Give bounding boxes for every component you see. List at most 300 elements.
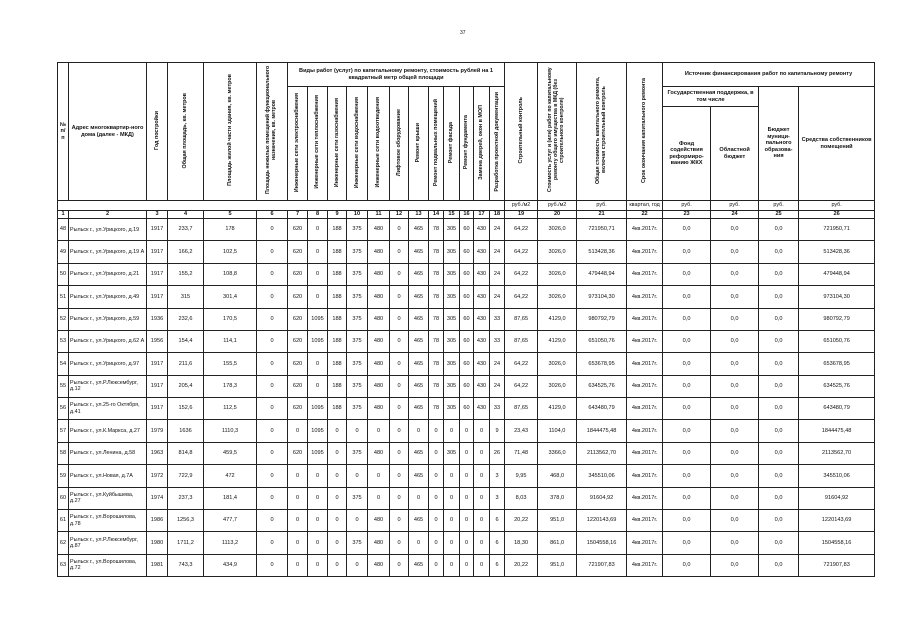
table-row xyxy=(58,286,875,308)
cell-construction-control: 64,22 xyxy=(505,286,538,308)
col-living-area: Площадь жилой части здания, кв. метров xyxy=(226,74,233,187)
cell-work-3: 0 xyxy=(328,465,347,487)
cell-municipal: 0,0 xyxy=(759,487,799,509)
cell-year: 1974 xyxy=(147,487,168,509)
table-row xyxy=(58,398,875,420)
col-work-9: Ремонт фасада xyxy=(448,121,455,163)
cell-work-3: 0 xyxy=(328,532,347,554)
cell-work-5: 480 xyxy=(368,509,390,531)
cell-work-2: 0 xyxy=(308,554,328,576)
cell-work-10: 0 xyxy=(460,465,474,487)
cell-completion: 4кв.2017г. xyxy=(627,398,663,420)
cell-total-area: 154,4 xyxy=(168,330,204,352)
cell-work-12: 33 xyxy=(490,330,505,352)
cell-total-area: 211,6 xyxy=(168,353,204,375)
cell-work-3: 188 xyxy=(328,241,347,263)
cell-total-cost: 634525,76 xyxy=(577,375,627,397)
cell-work-1: 620 xyxy=(288,241,308,263)
cell-fund: 0,0 xyxy=(663,375,711,397)
col-state-support: Государственная поддержка, в том числе xyxy=(663,87,759,107)
table-header xyxy=(58,63,875,219)
cell-work-11: 430 xyxy=(474,219,490,241)
cell-work-12: 3 xyxy=(490,487,505,509)
cell-work-3: 188 xyxy=(328,353,347,375)
cell-regional: 0,0 xyxy=(711,487,759,509)
cell-work-9: 305 xyxy=(444,219,460,241)
cell-work-11: 0 xyxy=(474,554,490,576)
cell-fund: 0,0 xyxy=(663,241,711,263)
cell-living-area: 114,1 xyxy=(204,330,257,352)
cell-work-7: 465 xyxy=(409,465,429,487)
cell-total-area: 315 xyxy=(168,286,204,308)
cell-regional: 0,0 xyxy=(711,509,759,531)
cell-living-area: 170,5 xyxy=(204,308,257,330)
cell-num: 56 xyxy=(58,398,69,420)
cell-completion: 4кв.2017г. xyxy=(627,487,663,509)
cell-nonres-area: 0 xyxy=(257,420,288,442)
cell-total-area: 1256,3 xyxy=(168,509,204,531)
cell-cost-per-m2: 3026,0 xyxy=(538,219,577,241)
cell-owners: 980792,79 xyxy=(799,308,875,330)
cell-cost-per-m2: 951,0 xyxy=(538,554,577,576)
cell-work-9: 305 xyxy=(444,330,460,352)
cell-work-8: 0 xyxy=(429,487,444,509)
cell-regional: 0,0 xyxy=(711,286,759,308)
table-row xyxy=(58,509,875,531)
cell-address: Рыльск г., ул.Р.Люксембург, д.87 xyxy=(69,532,147,554)
cell-work-1: 620 xyxy=(288,286,308,308)
cell-cost-per-m2: 4129,0 xyxy=(538,398,577,420)
cell-nonres-area: 0 xyxy=(257,263,288,285)
cell-work-9: 0 xyxy=(444,509,460,531)
cell-num: 53 xyxy=(58,330,69,352)
cell-regional: 0,0 xyxy=(711,241,759,263)
cell-nonres-area: 0 xyxy=(257,465,288,487)
cell-work-3: 0 xyxy=(328,487,347,509)
cell-work-2: 0 xyxy=(308,219,328,241)
cell-municipal: 0,0 xyxy=(759,241,799,263)
cell-work-7: 465 xyxy=(409,375,429,397)
cell-work-8: 0 xyxy=(429,420,444,442)
col-work-7: Ремонт крыши xyxy=(415,122,422,162)
column-number: 10 xyxy=(347,211,368,219)
cell-work-8: 78 xyxy=(429,353,444,375)
cell-municipal: 0,0 xyxy=(759,263,799,285)
col-sources-group: Источник финансирования работ по капитальному ремонту xyxy=(663,63,875,87)
cell-municipal: 0,0 xyxy=(759,353,799,375)
cell-living-area: 301,4 xyxy=(204,286,257,308)
cell-work-10: 0 xyxy=(460,509,474,531)
cell-total-cost: 1220143,69 xyxy=(577,509,627,531)
cell-completion: 4кв.2017г. xyxy=(627,219,663,241)
cell-cost-per-m2: 4129,0 xyxy=(538,308,577,330)
cell-work-5: 480 xyxy=(368,532,390,554)
column-number: 24 xyxy=(711,211,759,219)
cell-address: Рыльск г., ул.Урицкого, д.19 xyxy=(69,219,147,241)
cell-regional: 0,0 xyxy=(711,219,759,241)
cell-nonres-area: 0 xyxy=(257,532,288,554)
cell-work-6: 0 xyxy=(390,241,409,263)
cell-regional: 0,0 xyxy=(711,398,759,420)
column-number: 20 xyxy=(538,211,577,219)
cell-num: 58 xyxy=(58,442,69,464)
cell-work-8: 78 xyxy=(429,308,444,330)
cell-work-10: 0 xyxy=(460,487,474,509)
cell-municipal: 0,0 xyxy=(759,286,799,308)
cell-total-area: 814,8 xyxy=(168,442,204,464)
cell-address: Рыльск г., ул.Ворошилова, д.72 xyxy=(69,554,147,576)
cell-work-6: 0 xyxy=(390,263,409,285)
column-number: 13 xyxy=(409,211,429,219)
cell-work-4: 375 xyxy=(347,219,368,241)
cell-year: 1963 xyxy=(147,442,168,464)
table-row xyxy=(58,554,875,576)
cell-work-7: 465 xyxy=(409,308,429,330)
cell-fund: 0,0 xyxy=(663,330,711,352)
cell-work-9: 0 xyxy=(444,420,460,442)
cell-total-cost: 643480,79 xyxy=(577,398,627,420)
cell-year: 1917 xyxy=(147,375,168,397)
cell-cost-per-m2: 3026,0 xyxy=(538,286,577,308)
cell-num: 54 xyxy=(58,353,69,375)
cell-num: 51 xyxy=(58,286,69,308)
cell-cost-per-m2: 378,0 xyxy=(538,487,577,509)
cell-fund: 0,0 xyxy=(663,398,711,420)
cell-completion: 4кв.2017г. xyxy=(627,308,663,330)
cell-work-3: 0 xyxy=(328,554,347,576)
cell-owners: 2113562,70 xyxy=(799,442,875,464)
cell-work-4: 375 xyxy=(347,353,368,375)
cell-cost-per-m2: 4129,0 xyxy=(538,330,577,352)
cell-nonres-area: 0 xyxy=(257,509,288,531)
cell-work-2: 0 xyxy=(308,532,328,554)
cell-living-area: 472 xyxy=(204,465,257,487)
cell-regional: 0,0 xyxy=(711,420,759,442)
unit-cell: руб./м2 xyxy=(538,201,577,211)
cell-year: 1981 xyxy=(147,554,168,576)
cell-work-11: 430 xyxy=(474,375,490,397)
cell-work-11: 0 xyxy=(474,442,490,464)
cell-work-10: 60 xyxy=(460,353,474,375)
cell-work-5: 480 xyxy=(368,554,390,576)
table-row xyxy=(58,263,875,285)
col-completion: Срок окончания капитального ремонта xyxy=(641,77,648,183)
cell-work-11: 0 xyxy=(474,487,490,509)
cell-work-11: 0 xyxy=(474,465,490,487)
cell-work-11: 430 xyxy=(474,330,490,352)
table-row xyxy=(58,241,875,263)
column-number: 22 xyxy=(627,211,663,219)
cell-work-9: 305 xyxy=(444,398,460,420)
cell-work-2: 0 xyxy=(308,465,328,487)
cell-work-11: 0 xyxy=(474,532,490,554)
cell-regional: 0,0 xyxy=(711,465,759,487)
cell-completion: 4кв.2017г. xyxy=(627,442,663,464)
cell-municipal: 0,0 xyxy=(759,509,799,531)
cell-fund: 0,0 xyxy=(663,554,711,576)
cell-work-1: 0 xyxy=(288,420,308,442)
cell-nonres-area: 0 xyxy=(257,398,288,420)
cell-work-3: 0 xyxy=(328,420,347,442)
cell-fund: 0,0 xyxy=(663,532,711,554)
column-number: 8 xyxy=(308,211,328,219)
cell-num: 63 xyxy=(58,554,69,576)
cell-completion: 4кв.2017г. xyxy=(627,375,663,397)
cell-owners: 513428,36 xyxy=(799,241,875,263)
cell-owners: 91604,92 xyxy=(799,487,875,509)
table-row xyxy=(58,219,875,241)
cell-fund: 0,0 xyxy=(663,263,711,285)
cell-total-area: 166,2 xyxy=(168,241,204,263)
cell-owners: 721950,71 xyxy=(799,219,875,241)
cell-work-2: 0 xyxy=(308,286,328,308)
cell-num: 57 xyxy=(58,420,69,442)
column-number: 2 xyxy=(69,211,147,219)
cell-nonres-area: 0 xyxy=(257,442,288,464)
cell-work-6: 0 xyxy=(390,398,409,420)
cell-total-cost: 1844475,48 xyxy=(577,420,627,442)
cell-work-8: 0 xyxy=(429,532,444,554)
cell-regional: 0,0 xyxy=(711,353,759,375)
cell-cost-per-m2: 1104,0 xyxy=(538,420,577,442)
cell-work-7: 0 xyxy=(409,532,429,554)
cell-work-9: 0 xyxy=(444,487,460,509)
column-number: 12 xyxy=(390,211,409,219)
cell-total-cost: 1504558,16 xyxy=(577,532,627,554)
col-construction-control: Строительный контроль xyxy=(517,97,524,164)
cell-work-8: 78 xyxy=(429,330,444,352)
cell-year: 1980 xyxy=(147,532,168,554)
cell-total-area: 232,6 xyxy=(168,308,204,330)
cell-work-1: 0 xyxy=(288,509,308,531)
cell-work-5: 480 xyxy=(368,353,390,375)
cell-work-10: 0 xyxy=(460,442,474,464)
cell-cost-per-m2: 3026,0 xyxy=(538,263,577,285)
cell-owners: 653678,95 xyxy=(799,353,875,375)
cell-total-cost: 345510,06 xyxy=(577,465,627,487)
cell-owners: 643480,79 xyxy=(799,398,875,420)
cell-work-8: 78 xyxy=(429,375,444,397)
cell-address: Рыльск г., ул.Урицкого, д.21 xyxy=(69,263,147,285)
cell-work-7: 465 xyxy=(409,509,429,531)
cell-work-1: 620 xyxy=(288,308,308,330)
cell-fund: 0,0 xyxy=(663,442,711,464)
cell-work-10: 60 xyxy=(460,330,474,352)
page-number: 37 xyxy=(460,30,466,36)
cell-construction-control: 20,22 xyxy=(505,509,538,531)
column-number: 4 xyxy=(168,211,204,219)
cell-fund: 0,0 xyxy=(663,509,711,531)
cell-work-12: 6 xyxy=(490,554,505,576)
cell-total-area: 155,2 xyxy=(168,263,204,285)
cell-municipal: 0,0 xyxy=(759,308,799,330)
cell-municipal: 0,0 xyxy=(759,532,799,554)
unit-cell: квартал, год xyxy=(627,201,663,211)
col-work-3: Инженерные сети газоснабжения xyxy=(333,97,340,187)
cell-work-2: 0 xyxy=(308,263,328,285)
cell-construction-control: 71,48 xyxy=(505,442,538,464)
cell-total-area: 205,4 xyxy=(168,375,204,397)
cell-work-5: 0 xyxy=(368,465,390,487)
cell-work-11: 430 xyxy=(474,308,490,330)
cell-municipal: 0,0 xyxy=(759,330,799,352)
cell-year: 1936 xyxy=(147,308,168,330)
cell-completion: 4кв.2017г. xyxy=(627,353,663,375)
cell-owners: 345510,06 xyxy=(799,465,875,487)
cell-year: 1956 xyxy=(147,330,168,352)
column-number: 9 xyxy=(328,211,347,219)
cell-work-5: 0 xyxy=(368,420,390,442)
cell-work-3: 188 xyxy=(328,308,347,330)
column-number: 3 xyxy=(147,211,168,219)
cell-work-10: 0 xyxy=(460,532,474,554)
cell-work-8: 78 xyxy=(429,398,444,420)
cell-work-4: 375 xyxy=(347,263,368,285)
cell-work-4: 375 xyxy=(347,532,368,554)
cell-regional: 0,0 xyxy=(711,308,759,330)
cell-cost-per-m2: 3366,0 xyxy=(538,442,577,464)
cell-total-cost: 651050,76 xyxy=(577,330,627,352)
cell-work-4: 0 xyxy=(347,465,368,487)
cell-work-10: 60 xyxy=(460,286,474,308)
cell-work-9: 0 xyxy=(444,465,460,487)
cell-work-1: 0 xyxy=(288,532,308,554)
cell-address: Рыльск г., ул.Урицкого, д.49 xyxy=(69,286,147,308)
cell-nonres-area: 0 xyxy=(257,487,288,509)
table-row xyxy=(58,442,875,464)
cell-work-8: 78 xyxy=(429,286,444,308)
cell-fund: 0,0 xyxy=(663,286,711,308)
cell-construction-control: 18,30 xyxy=(505,532,538,554)
cell-construction-control: 23,43 xyxy=(505,420,538,442)
unit-cell: руб. xyxy=(663,201,711,211)
cell-address: Рыльск г., ул.Куйбышева, д.27 xyxy=(69,487,147,509)
cell-work-8: 0 xyxy=(429,509,444,531)
cell-work-5: 480 xyxy=(368,263,390,285)
cell-completion: 4кв.2017г. xyxy=(627,509,663,531)
cell-nonres-area: 0 xyxy=(257,308,288,330)
cell-year: 1917 xyxy=(147,353,168,375)
cell-work-2: 0 xyxy=(308,375,328,397)
cell-year: 1917 xyxy=(147,286,168,308)
unit-cell: руб. xyxy=(711,201,759,211)
cell-regional: 0,0 xyxy=(711,554,759,576)
cell-address: Рыльск г., ул.Ленина, д.58 xyxy=(69,442,147,464)
cell-work-12: 24 xyxy=(490,286,505,308)
cell-work-10: 60 xyxy=(460,375,474,397)
cell-completion: 4кв.2017г. xyxy=(627,465,663,487)
cell-work-5: 480 xyxy=(368,375,390,397)
cell-work-9: 0 xyxy=(444,554,460,576)
cell-work-4: 375 xyxy=(347,286,368,308)
cell-work-1: 620 xyxy=(288,398,308,420)
cell-total-area: 722,9 xyxy=(168,465,204,487)
cell-living-area: 178 xyxy=(204,219,257,241)
cell-total-cost: 2113562,70 xyxy=(577,442,627,464)
cell-living-area: 459,5 xyxy=(204,442,257,464)
cell-completion: 4кв.2017г. xyxy=(627,330,663,352)
cell-address: Рыльск г., ул.К.Маркса, д.27 xyxy=(69,420,147,442)
cell-construction-control: 64,22 xyxy=(505,353,538,375)
cell-living-area: 112,5 xyxy=(204,398,257,420)
unit-cell: руб. xyxy=(577,201,627,211)
cell-cost-per-m2: 3026,0 xyxy=(538,241,577,263)
cell-work-11: 430 xyxy=(474,398,490,420)
cell-work-2: 0 xyxy=(308,487,328,509)
cell-construction-control: 87,65 xyxy=(505,308,538,330)
cell-work-4: 375 xyxy=(347,241,368,263)
cell-work-9: 305 xyxy=(444,308,460,330)
cell-fund: 0,0 xyxy=(663,465,711,487)
cell-work-4: 375 xyxy=(347,375,368,397)
cell-work-6: 0 xyxy=(390,442,409,464)
cell-work-8: 78 xyxy=(429,263,444,285)
cell-work-8: 78 xyxy=(429,219,444,241)
col-work-6: Лифтовое оборудование xyxy=(395,108,402,176)
cell-year: 1979 xyxy=(147,420,168,442)
col-work-2: Инженерные сети теплоснабжения xyxy=(314,95,321,190)
cell-living-area: 178,3 xyxy=(204,375,257,397)
cell-owners: 651050,76 xyxy=(799,330,875,352)
cell-regional: 0,0 xyxy=(711,532,759,554)
cell-owners: 479448,94 xyxy=(799,263,875,285)
cell-municipal: 0,0 xyxy=(759,420,799,442)
cell-work-3: 188 xyxy=(328,330,347,352)
cell-work-6: 0 xyxy=(390,420,409,442)
cell-work-3: 188 xyxy=(328,398,347,420)
cell-work-7: 0 xyxy=(409,420,429,442)
cell-work-7: 465 xyxy=(409,286,429,308)
cell-work-6: 0 xyxy=(390,219,409,241)
cell-work-2: 1095 xyxy=(308,398,328,420)
cell-work-4: 375 xyxy=(347,487,368,509)
cell-address: Рыльск г., ул.Урицкого, д.59 xyxy=(69,308,147,330)
cell-owners: 973104,30 xyxy=(799,286,875,308)
cell-num: 52 xyxy=(58,308,69,330)
cell-work-6: 0 xyxy=(390,286,409,308)
cell-living-area: 1110,3 xyxy=(204,420,257,442)
cell-nonres-area: 0 xyxy=(257,554,288,576)
cell-year: 1917 xyxy=(147,241,168,263)
cell-work-9: 305 xyxy=(444,442,460,464)
cell-work-4: 375 xyxy=(347,308,368,330)
cell-work-8: 0 xyxy=(429,554,444,576)
cell-construction-control: 64,22 xyxy=(505,219,538,241)
cell-work-9: 305 xyxy=(444,263,460,285)
cell-num: 61 xyxy=(58,509,69,531)
cell-construction-control: 20,22 xyxy=(505,554,538,576)
table-row xyxy=(58,465,875,487)
cell-work-7: 465 xyxy=(409,442,429,464)
column-number: 16 xyxy=(460,211,474,219)
col-owners: Средства собственников помещений xyxy=(799,87,875,201)
cell-work-2: 1095 xyxy=(308,308,328,330)
cell-work-2: 1095 xyxy=(308,330,328,352)
col-work-1: Инженерные сети электроснабжения xyxy=(294,92,301,192)
cell-work-2: 1095 xyxy=(308,420,328,442)
cell-work-7: 465 xyxy=(409,353,429,375)
cell-work-12: 6 xyxy=(490,532,505,554)
cell-total-area: 1636 xyxy=(168,420,204,442)
cell-work-1: 0 xyxy=(288,554,308,576)
cell-work-12: 24 xyxy=(490,219,505,241)
cell-living-area: 181,4 xyxy=(204,487,257,509)
cell-work-3: 188 xyxy=(328,286,347,308)
table-row xyxy=(58,420,875,442)
cell-work-12: 24 xyxy=(490,375,505,397)
cell-work-3: 188 xyxy=(328,375,347,397)
column-number: 1 xyxy=(58,211,69,219)
